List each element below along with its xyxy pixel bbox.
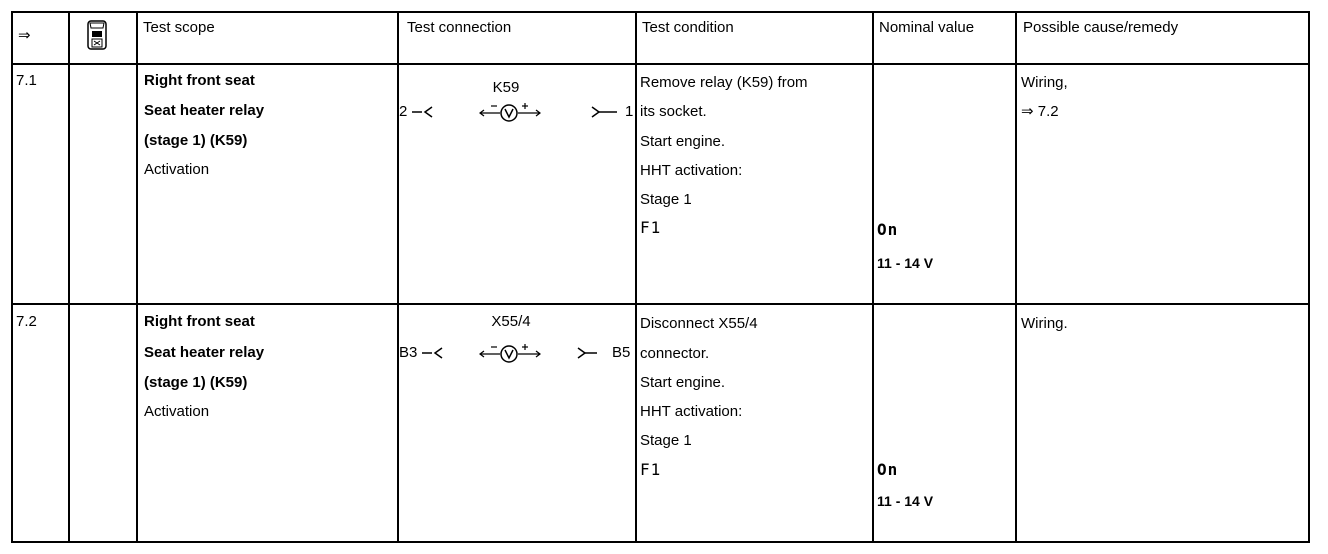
connection-left-pin: B3 bbox=[399, 344, 418, 361]
scope-line: Seat heater relay bbox=[144, 102, 265, 119]
connection-right-pin: 1 bbox=[625, 103, 634, 120]
arrow-header-icon: ⇒ bbox=[18, 27, 31, 44]
column-line bbox=[872, 11, 874, 543]
condition-line: HHT activation: bbox=[640, 162, 743, 179]
condition-line: Remove relay (K59) from bbox=[640, 74, 808, 91]
column-line bbox=[136, 11, 138, 543]
condition-line: HHT activation: bbox=[640, 403, 743, 420]
column-line bbox=[1015, 11, 1017, 543]
table-border-bottom bbox=[11, 541, 1309, 543]
hand-held-tester-icon bbox=[86, 20, 108, 50]
header-test-condition: Test condition bbox=[642, 19, 734, 36]
step-number: 7.1 bbox=[16, 72, 37, 89]
header-test-connection: Test connection bbox=[407, 19, 512, 36]
condition-line: Disconnect X55/4 bbox=[640, 315, 758, 332]
header-test-scope: Test scope bbox=[143, 19, 215, 36]
row-divider bbox=[11, 303, 1309, 305]
table-border-top bbox=[11, 11, 1309, 13]
column-line bbox=[1308, 11, 1310, 543]
scope-line: Right front seat bbox=[144, 72, 255, 89]
header-divider bbox=[11, 63, 1309, 65]
connection-component: K59 bbox=[492, 79, 520, 96]
function-key-label: F1 bbox=[640, 460, 662, 479]
remedy-line: Wiring. bbox=[1021, 315, 1068, 332]
nominal-voltage: 11 - 14 V bbox=[877, 255, 934, 271]
condition-line: Stage 1 bbox=[640, 432, 692, 449]
scope-line: (stage 1) (K59) bbox=[144, 132, 248, 149]
header-nominal-value: Nominal value bbox=[879, 19, 975, 36]
condition-line: connector. bbox=[640, 345, 710, 362]
scope-line: Seat heater relay bbox=[144, 344, 265, 361]
remedy-line: Wiring, bbox=[1021, 74, 1068, 91]
step-number: 7.2 bbox=[16, 313, 37, 330]
remedy-link[interactable]: ⇒ 7.2 bbox=[1021, 103, 1059, 120]
connection-left-pin: 2 bbox=[399, 103, 408, 120]
function-key-label: F1 bbox=[640, 218, 662, 237]
scope-line: Right front seat bbox=[144, 313, 255, 330]
scope-line: Activation bbox=[144, 403, 210, 420]
nominal-state: On bbox=[877, 220, 899, 239]
scope-line: (stage 1) (K59) bbox=[144, 374, 248, 391]
connection-component: X55/4 bbox=[491, 313, 531, 330]
nominal-voltage: 11 - 14 V bbox=[877, 493, 934, 509]
header-cause-remedy: Possible cause/remedy bbox=[1023, 19, 1179, 36]
condition-line: its socket. bbox=[640, 103, 707, 120]
connection-right-pin: B5 bbox=[612, 344, 631, 361]
voltmeter-symbol bbox=[412, 102, 634, 124]
condition-line: Start engine. bbox=[640, 133, 726, 150]
column-line bbox=[397, 11, 399, 543]
condition-line: Start engine. bbox=[640, 374, 726, 391]
column-line bbox=[68, 11, 70, 543]
voltmeter-symbol bbox=[422, 343, 614, 365]
column-line bbox=[635, 11, 637, 543]
condition-line: Stage 1 bbox=[640, 191, 692, 208]
scope-line: Activation bbox=[144, 161, 210, 178]
column-line bbox=[11, 11, 13, 543]
nominal-state: On bbox=[877, 460, 899, 479]
